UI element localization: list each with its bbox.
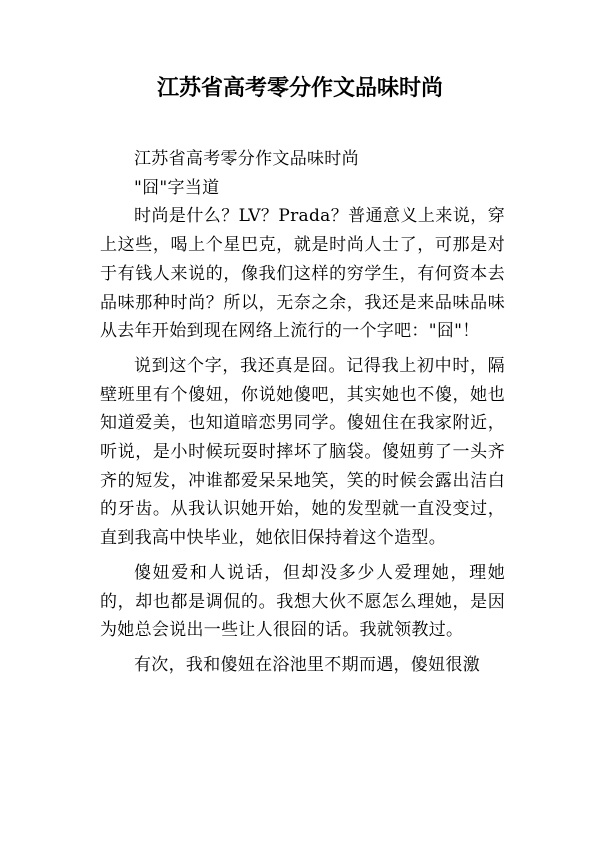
paragraph: 时尚是什么？LV？Prada？普通意义上来说，穿上这些，喝上个星巴克，就是时尚人士了，可那是对于有钱人来说的，像我们这样的穷学生，有何资本去品味那种时尚？所以，无奈之余，我还是来品味品味从去年开始到现在网络上流行的一个字吧："囧"！	[100, 206, 505, 342]
paragraph: 傻妞爱和人说话，但却没多少人爱理她，理她的，却也都是调侃的。我想大伙不愿怎么理她，是因为她总会说出一些让人很囧的话。我就领教过。	[100, 562, 505, 641]
paragraph: 说到这个字，我还真是囧。记得我上初中时，隔壁班里有个傻妞，你说她傻吧，其实她也不傻，她也知道爱美，也知道暗恋男同学。傻妞住在我家附近，听说，是小时候玩耍时摔坏了脑袋。傻妞剪了一头齐齐的短发，冲谁都爱呆呆地笑，笑的时候会露出洁白的牙齿。从我认识她开始，她的发型就一直没变过，直到我高中快毕业，她依旧保持着这个造型。	[100, 355, 505, 549]
paragraph-heading: "囧"字当道	[134, 177, 220, 198]
document-title: 江苏省高考零分作文品味时尚	[156, 76, 443, 101]
paragraph-subtitle: 江苏省高考零分作文品味时尚	[134, 149, 359, 169]
document-body	[100, 145, 505, 680]
paragraph: 有次，我和傻妞在浴池里不期而遇，傻妞很激	[134, 654, 480, 675]
